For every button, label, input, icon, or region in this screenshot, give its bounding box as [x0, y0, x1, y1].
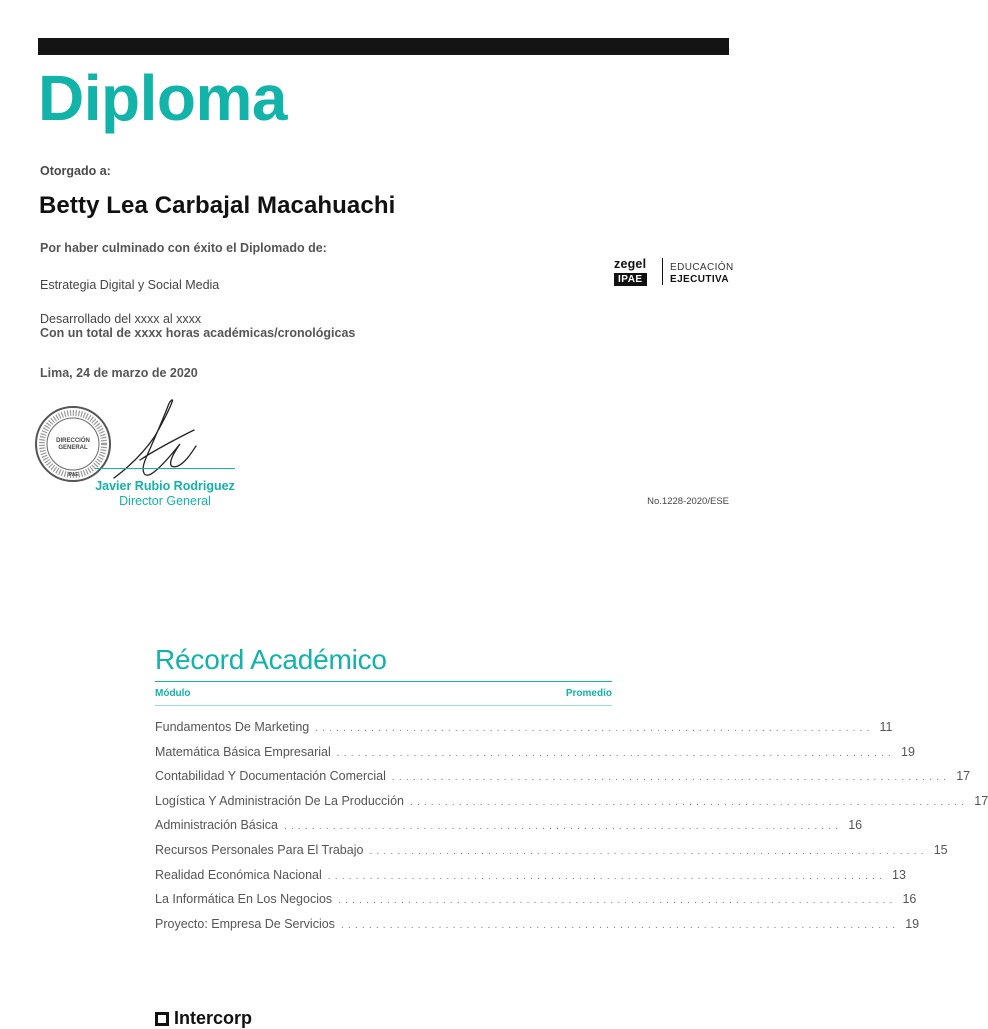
module-name: Logística Y Administración De La Producción — [155, 793, 404, 808]
module-score: 19 — [905, 916, 920, 931]
dot-leader: ................................................................................ — [410, 796, 969, 808]
recipient-name: Betty Lea Carbajal Macahuachi — [39, 192, 396, 219]
dot-leader: ................................................................................ — [283, 821, 843, 833]
program-name: Estrategia Digital y Social Media — [40, 278, 220, 292]
table-row — [155, 769, 971, 794]
column-module: Módulo — [155, 688, 191, 699]
column-average: Promedio — [565, 688, 612, 699]
module-name: Contabilidad Y Documentación Comercial — [155, 769, 386, 784]
dot-leader: ................................................................................ — [327, 870, 887, 882]
table-row — [155, 818, 863, 843]
seal-bottom: IPAE — [67, 472, 79, 478]
awarded-label: Otorgado a: — [40, 164, 111, 178]
module-score: 17 — [956, 769, 971, 784]
footer-brand: Intercorp — [174, 1008, 253, 1028]
table-row — [155, 892, 917, 917]
dot-leader: ................................................................................ — [315, 723, 874, 734]
module-score: 16 — [848, 818, 863, 833]
table-row — [155, 867, 906, 893]
module-name: Realidad Económica Nacional — [155, 867, 322, 882]
dot-leader: ................................................................................ — [340, 919, 900, 931]
module-score: 16 — [902, 892, 917, 907]
logo-separator — [662, 258, 663, 285]
module-score: 17 — [974, 793, 988, 808]
place-date: Lima, 24 de marzo de 2020 — [40, 366, 198, 380]
table-row — [155, 720, 893, 745]
header-rule — [155, 705, 612, 706]
module-score: 13 — [892, 867, 906, 882]
module-name: Fundamentos De Marketing — [155, 720, 310, 734]
seal-line1: DIRECCIÓN — [56, 438, 90, 444]
table-row — [155, 842, 948, 868]
record-title: Récord Académico — [155, 644, 387, 675]
record-rule — [155, 681, 612, 682]
module-score: 15 — [933, 842, 948, 857]
signature-line — [95, 468, 235, 469]
hours-text: Con un total de xxxx horas académicas/cronológicas — [40, 326, 356, 340]
developed-text: Desarrollado del xxxx al xxxx — [40, 312, 202, 326]
record-table — [155, 720, 988, 941]
dot-leader: ................................................................................ — [338, 895, 897, 907]
logo-sub-brand: IPAE — [614, 273, 647, 286]
logo-brand: zegel — [614, 257, 647, 271]
dot-leader: ................................................................................ — [391, 772, 951, 784]
module-name: La Informática En Los Negocios — [155, 892, 333, 907]
top-bar — [38, 38, 729, 55]
signer-name: Javier Rubio Rodriguez — [95, 479, 235, 493]
module-score: 19 — [901, 744, 915, 759]
intercorp-mark-icon — [155, 1012, 169, 1026]
logo-line2: EJECUTIVA — [670, 274, 729, 285]
seal-line2: GENERAL — [58, 445, 88, 451]
module-name: Matemática Básica Empresarial — [155, 744, 331, 759]
diploma-title: Diploma — [38, 62, 287, 134]
completion-text: Por haber culminado con éxito el Diplomado de: — [40, 241, 327, 255]
module-score: 11 — [879, 720, 893, 734]
zegel-ipae-logo — [614, 257, 732, 287]
module-name: Proyecto: Empresa De Servicios — [155, 916, 335, 931]
dot-leader: ................................................................................ — [369, 845, 928, 857]
table-row — [155, 916, 920, 942]
module-name: Administración Básica — [155, 818, 278, 833]
intercorp-logo — [155, 1008, 252, 1029]
dot-leader: ................................................................................ — [336, 747, 896, 759]
signer-role: Director General — [119, 494, 211, 508]
table-row — [155, 793, 988, 819]
document-number: No.1228-2020/ESE — [647, 496, 729, 507]
logo-line1: EDUCACIÓN — [670, 262, 734, 273]
module-name: Recursos Personales Para El Trabajo — [155, 842, 364, 857]
table-row — [155, 744, 915, 770]
